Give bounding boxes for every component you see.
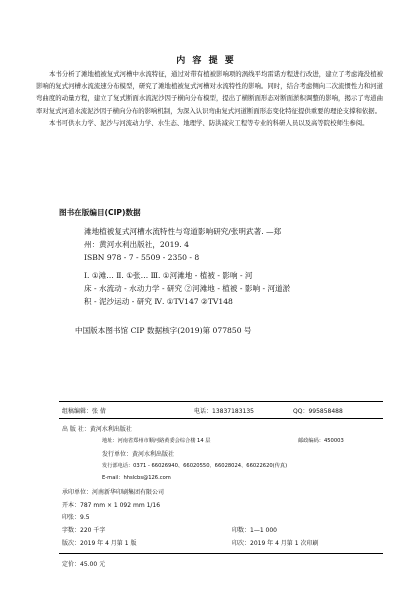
sales-phone: 发行部电话：0371 - 66026940、66020550、66028024、66022620(传真) — [102, 463, 288, 469]
printer: 承印单位：河南新华印刷集团有限公司 — [62, 489, 165, 496]
summary-paragraph-1: 本书分析了滩地植被复式河槽中水流特征，通过对带有植被影响项的涡线平均雷诺方程进行改进，建立了考虑淹没植被影响的复式河槽水流流速分布模型，研究了滩地植被复式河槽对水流特性的影响。同时，结合考虑侧向二次流惯性力和河道弯曲度的动量方程，建立了复式断面水流泥沙因子横向分布模型，提出了横断面形态对断面淤积调整的影响，揭示了弯道曲率对复式河道水流泥沙因子横向分布的影响机制，为深入认识弯曲复式河道断面形态变化特征提供重要的理论支撑和依据。 — [36, 70, 383, 115]
impression: 印次：2019 年 4 月第 1 次印刷 — [232, 540, 319, 547]
cip-class-line-1: Ⅰ. ①滩… Ⅱ. ①张… Ⅲ. ①河滩地 - 植被 - 影响 - 河 — [84, 271, 253, 281]
divider-top — [59, 401, 383, 402]
cip-class-line-2: 床 - 水流动 - 水动力学 - 研究 ②河滩地 - 植被 - 影响 - 河道淤 — [84, 284, 291, 294]
summary-title: 内 容 提 要 — [176, 56, 236, 66]
publisher-address: 地址：河南省郑州市顺河路黄委会综合楼 14 层 — [102, 438, 211, 444]
word-count: 字数：220 千字 — [62, 527, 106, 534]
publisher-name: 出 版 社：黄河水利出版社 — [62, 426, 132, 433]
editor-phone: 电话：13837183135 — [194, 408, 254, 415]
distributor: 发行单位：黄河水利出版社 — [102, 451, 175, 458]
cip-line-2: 州：黄河水利出版社，2019. 4 — [84, 239, 189, 249]
publisher-postcode: 邮政编码：450003 — [298, 438, 344, 444]
format: 开本：787 mm × 1 092 mm 1/16 — [62, 502, 161, 509]
publisher-email: E-mail：hhslcbs@126.com — [102, 475, 171, 481]
cip-record — [84, 226, 384, 309]
cip-classification — [84, 270, 384, 308]
cip-line-3: ISBN 978 - 7 - 5509 - 2350 - 8 — [84, 252, 200, 262]
price: 定价：45.00 元 — [62, 561, 106, 568]
sheets: 印张：9.5 — [62, 514, 90, 521]
editor-label: 组稿编辑：张 倩 — [62, 408, 106, 415]
cip-line-1: 滩地植被复式河槽水流特性与弯道影响研究/张明武著. —郑 — [84, 227, 282, 236]
editor-qq: QQ：995858488 — [293, 408, 343, 415]
divider-editor — [59, 418, 383, 419]
cip-class-line-3: 积 - 泥沙运动 - 研究 Ⅳ. ①TV147 ②TV148 — [84, 296, 233, 306]
summary-paragraph-2: 本书可供水力学、泥沙与河流动力学、水生态、地理学、防洪减灾工程等专业的科研人员以及高等院校师生参阅。 — [49, 118, 369, 127]
edition: 版次：2019 年 4 月第 1 版 — [62, 540, 137, 547]
cip-heading: 图书在版编目(CIP)数据 — [59, 208, 141, 217]
summary-text — [36, 68, 383, 129]
print-run: 印数：1—1 000 — [232, 527, 277, 534]
cip-record-number: 中国版本图书馆 CIP 数据核字(2019)第 077850 号 — [75, 326, 252, 335]
divider-bottom — [59, 553, 383, 554]
